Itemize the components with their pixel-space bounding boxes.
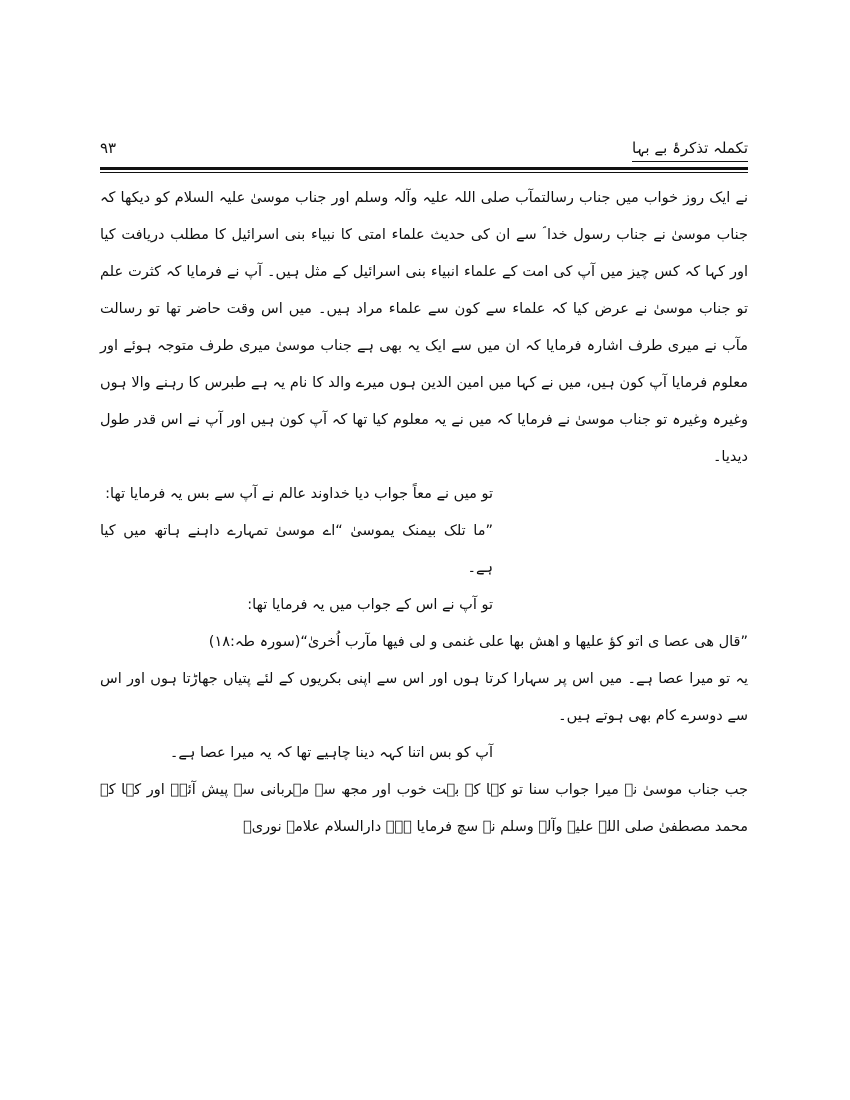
header-rule-thick [100, 167, 748, 170]
paragraph-quote-question: ”ما تلک بیمنک یموسیٰ “اے موسیٰ تمہارے داہنے ہاتھ میں کیا ہے۔ [100, 523, 493, 576]
running-title: تکملہ تذکرۂ بے بہا [632, 136, 748, 162]
paragraph-verse-translation: یہ تو میرا عصا ہے۔ میں اس پر سہارا کرتا ہوں اور اس سے اپنی بکریوں کے لئے پتیاں جھاڑتا ہوں اور اس سے دوسرے کام بھی ہوتے ہیں۔ [100, 671, 748, 724]
page-header [100, 136, 748, 160]
paragraph-answer-intro: تو آپ نے اس کے جواب میں یہ فرمایا تھا: [247, 597, 493, 613]
header-rule-thin [100, 172, 748, 173]
paragraph-short-answer: آپ کو بس اتنا کہہ دینا چاہیے تھا کہ یہ میرا عصا ہے۔ [169, 745, 493, 761]
paragraph-narrative: نے ایک روز خواب میں جناب رسالتمآب صلی اللہ علیہ وآلہ وسلم اور جناب موسیٰ علیہ السلام کو دیکھا کہ جناب موسیٰ نے جناب رسول خدا ؐ سے ان کی حدیث علماء امتی کا نبیاء بنی اسرائیل کا مطلب دریافت کیا اور کہا کہ کس چیز میں آپ کی امت کے علماء انبیاء بنی اسرائیل کے مثل ہیں۔ آپ نے فرمایا کہ کثرت علم تو جناب موسیٰ نے عرض کیا کہ علماء سے کون سے علماء مراد ہیں۔ میں اس وقت حاضر تھا تو رسالت مآب نے میری طرف اشارہ فرمایا کہ ان میں سے ایک یہ بھی ہے جناب موسیٰ میری طرف متوجہ ہوئے اور معلوم فرمایا آپ کون ہیں، میں نے کہا میں امین الدین ہوں میرے والد کا نام یہ ہے طبرس کا رہنے والا ہوں وغیرہ وغیرہ تو جناب موسیٰ نے فرمایا کہ میں نے یہ معلوم کیا تھا کہ آپ کون ہیں اور آپ نے اس قدر طول دیدیا۔ [100, 190, 748, 465]
paragraph-conclusion: جب جناب موسیٰ نے میرا جواب سنا تو کہا کہ بہت خوب اور مجھ سے مہربانی سے پیش آئے۔ اور کہا کہ محمد مصطفیٰ صلی اللہ علیہ وآلہ وسلم نے سچ فرمایا ہے۔ دارالسلام علامہ نوریؒ [100, 782, 748, 835]
paragraph-reply-intro: تو میں نے معاً جواب دیا خداوند عالم نے آپ سے بس یہ فرمایا تھا: [105, 486, 493, 502]
body-text [100, 180, 748, 846]
paragraph-quran-verse: ”قال ھی عصا ی اتو کؤ علیھا و اھش بھا علی غنمی و لی فیھا مآرب اُخریٰ“(سورہ طہ:۱۸) [208, 634, 748, 650]
page-number: ۹۳ [100, 139, 117, 157]
